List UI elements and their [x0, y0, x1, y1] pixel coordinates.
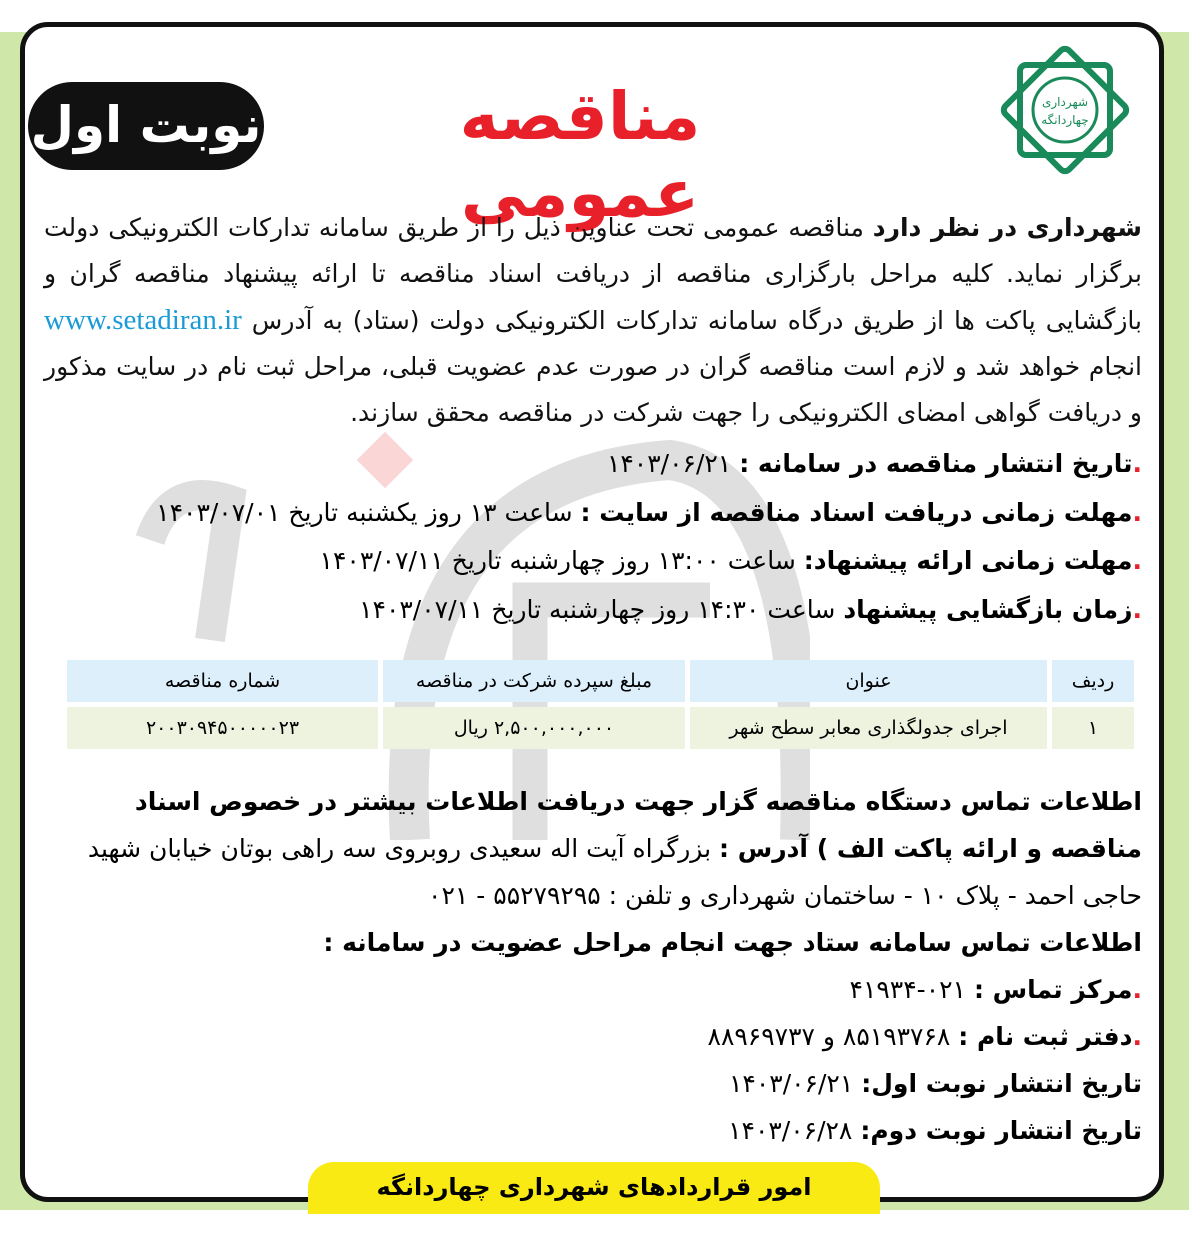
call-center: .مرکز تماس : ۰۲۱-۴۱۹۳۴	[849, 975, 1142, 1004]
svg-text:شهرداری: شهرداری	[1041, 95, 1089, 109]
cell-title: اجرای جدولگذاری معابر سطح شهر	[690, 707, 1047, 749]
intro-text-2: انجام خواهد شد و لازم است مناقصه گران در صورت عدم عضویت قبلی، مراحل ثبت نام در سایت مذکور و دریافت گواهی امضای الکترونیکی را جهت شرکت در مناقصه محقق سازند.	[44, 352, 1142, 427]
footer-banner: امور قراردادهای شهرداری چهاردانگه	[308, 1162, 880, 1214]
second-publication: تاریخ انتشار نوبت دوم: ۱۴۰۳/۰۶/۲۸	[728, 1116, 1142, 1145]
cell-deposit: ۲,۵۰۰,۰۰۰,۰۰۰ ریال	[383, 707, 685, 749]
setad-heading: اطلاعات تماس سامانه ستاد جهت انجام مراحل عضویت در سامانه :	[323, 928, 1142, 957]
intro-text-1: مناقصه عمومی تحت عناوین ذیل را از طریق سامانه تدارکات الکترونیکی دولت برگزار نماید. کلیه مراحل بارگزاری مناقصه از دریافت اسناد مناقصه تا ارائه پیشنهاد مناقصه گران و بازگشایی پاکت ها از طریق درگاه سامانه تدارکات الکترونیکی دولت (ستاد) به آدرس	[44, 213, 1142, 335]
registration-office: .دفتر ثبت نام : ۸۵۱۹۳۷۶۸ و ۸۸۹۶۹۷۳۷	[707, 1022, 1142, 1051]
tender-table	[62, 655, 1139, 754]
page-title: مناقصه عمومی	[459, 78, 701, 232]
svg-text:چهاردانگه: چهاردانگه	[1041, 113, 1089, 127]
table-row	[67, 707, 1134, 749]
contact-section	[44, 778, 1142, 1154]
intro-lead: شهرداری در نظر دارد	[872, 213, 1142, 242]
schedule-item: .زمان بازگشایی پیشنهاد ساعت ۱۴:۳۰ روز چهارشنبه تاریخ ۱۴۰۳/۰۷/۱۱	[359, 594, 1142, 624]
col-title: عنوان	[690, 660, 1047, 702]
schedule-item: .مهلت زمانی ارائه پیشنهاد: ساعت ۱۳:۰۰ روز چهارشنبه تاریخ ۱۴۰۳/۰۷/۱۱	[319, 546, 1142, 575]
setad-link[interactable]: www.setadiran.ir	[44, 304, 242, 336]
schedule-item: .مهلت زمانی دریافت اسناد مناقصه از سایت : ساعت ۱۳ روز یکشنبه تاریخ ۱۴۰۳/۰۷/۰۱	[156, 497, 1142, 527]
table-header-row	[67, 660, 1134, 702]
cell-row: ۱	[1052, 707, 1134, 749]
col-row: ردیف	[1052, 660, 1134, 702]
schedule-list	[44, 440, 1142, 634]
col-deposit: مبلغ سپرده شرکت در مناقصه	[383, 660, 685, 702]
first-round-badge: نوبت اول	[28, 82, 264, 170]
col-number: شماره مناقصه	[67, 660, 378, 702]
schedule-item: .تاریخ انتشار مناقصه در سامانه : ۱۴۰۳/۰۶/۲۱	[606, 449, 1142, 478]
cell-number: ۲۰۰۳۰۹۴۵۰۰۰۰۰۲۳	[67, 707, 378, 749]
first-publication: تاریخ انتشار نوبت اول: ۱۴۰۳/۰۶/۲۱	[728, 1069, 1142, 1098]
municipality-logo	[985, 40, 1145, 180]
contact-address: اطلاعات تماس دستگاه مناقصه گزار جهت دریافت اطلاعات بیشتر در خصوص اسناد مناقصه و ارائه پاکت الف ) آدرس : بزرگراه آیت اله سعیدی روبروی سه راهی بوتان خیابان شهید حاجی احمد - پلاک ۱۰ - ساختمان شهرداری و تلفن : ۵۵۲۷۹۲۹۵ - ۰۲۱	[87, 787, 1142, 910]
intro-paragraph	[44, 205, 1142, 436]
